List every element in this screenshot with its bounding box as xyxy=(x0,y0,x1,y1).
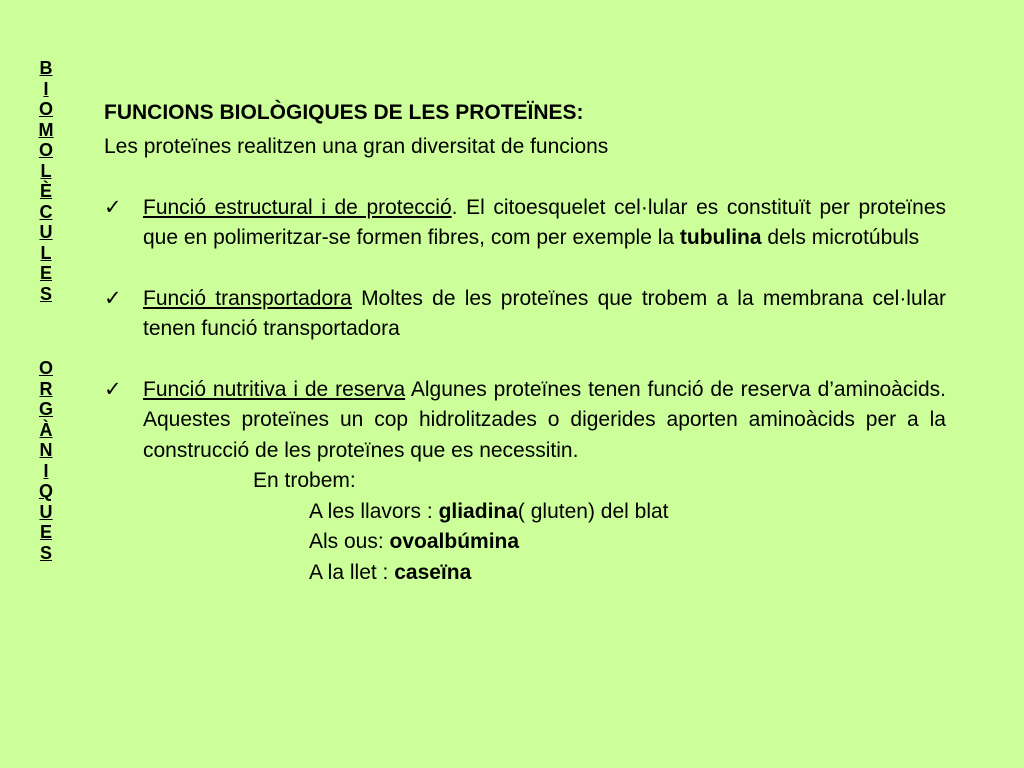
function-description: Algunes proteïnes tenen funció de reserva d’aminoàcids. Aquestes proteïnes un cop hidrolitzades o digerides aporten aminoàcids per a la construcció de les proteïnes que es necessitin. xyxy=(143,377,946,462)
function-item-nutritive xyxy=(104,375,946,589)
vertical-letter: O xyxy=(38,358,53,378)
vertical-word-organic xyxy=(30,358,62,563)
vertical-letter: Q xyxy=(38,481,53,501)
function-item-structural xyxy=(104,193,946,254)
function-description: Moltes de les proteïnes que trobem a la membrana cel·lular tenen funció transportadora xyxy=(143,286,946,340)
vertical-letter: E xyxy=(39,522,52,542)
example-line xyxy=(143,497,946,528)
checkmark-icon: ✓ xyxy=(104,377,122,401)
vertical-letter: S xyxy=(39,283,52,304)
protein-name: tubulina xyxy=(679,226,762,249)
function-description: . El citoesquelet cel·lular es constituït per proteïnes que en polimeritzar-se formen fibres, com per exemple la xyxy=(143,195,946,249)
vertical-letter: C xyxy=(39,201,53,222)
protein-name: gliadina xyxy=(438,499,518,523)
protein-name: ovoalbúmina xyxy=(389,530,520,553)
examples-label: En trobem: xyxy=(253,469,356,492)
example-prefix: Als ous: xyxy=(309,530,390,553)
example-line xyxy=(143,527,946,558)
intro-text: Les proteïnes realitzen una gran diversitat de funcions xyxy=(104,135,609,158)
vertical-letter: I xyxy=(43,78,49,99)
example-prefix: A les llavors : xyxy=(309,499,439,523)
protein-name: caseïna xyxy=(394,560,472,584)
function-heading: Funció transportadora xyxy=(143,286,352,310)
vertical-letter: N xyxy=(39,440,53,460)
vertical-letter: U xyxy=(39,222,53,242)
vertical-letter: B xyxy=(39,58,53,78)
vertical-letter: S xyxy=(39,542,52,563)
vertical-letter: L xyxy=(40,242,52,263)
function-description-tail: dels microtúbuls xyxy=(761,226,920,249)
vertical-letter: E xyxy=(39,263,52,283)
example-prefix: A la llet : xyxy=(309,560,395,584)
vertical-letter: O xyxy=(38,140,53,160)
vertical-word-biomolecules xyxy=(30,58,62,304)
slide-title: FUNCIONS BIOLÒGIQUES DE LES PROTEÏNES: xyxy=(104,101,584,124)
vertical-letter: O xyxy=(38,99,53,119)
function-heading: Funció nutritiva i de reserva xyxy=(143,377,406,401)
checkmark-icon: ✓ xyxy=(104,195,122,219)
slide-content xyxy=(104,98,946,618)
checkmark-icon: ✓ xyxy=(104,286,122,310)
function-item-transport xyxy=(104,284,946,345)
vertical-letter: À xyxy=(39,419,53,440)
vertical-letter: R xyxy=(39,378,53,399)
vertical-letter: G xyxy=(38,399,53,419)
vertical-letter: M xyxy=(38,119,54,140)
example-line xyxy=(143,558,946,589)
example-suffix: ( gluten) del blat xyxy=(517,499,669,523)
vertical-title xyxy=(30,58,62,563)
function-heading: Funció estructural i de protecció xyxy=(143,195,452,219)
vertical-letter: È xyxy=(39,181,52,201)
vertical-letter: L xyxy=(40,160,52,181)
vertical-letter: U xyxy=(39,501,53,522)
vertical-letter: I xyxy=(43,460,49,481)
